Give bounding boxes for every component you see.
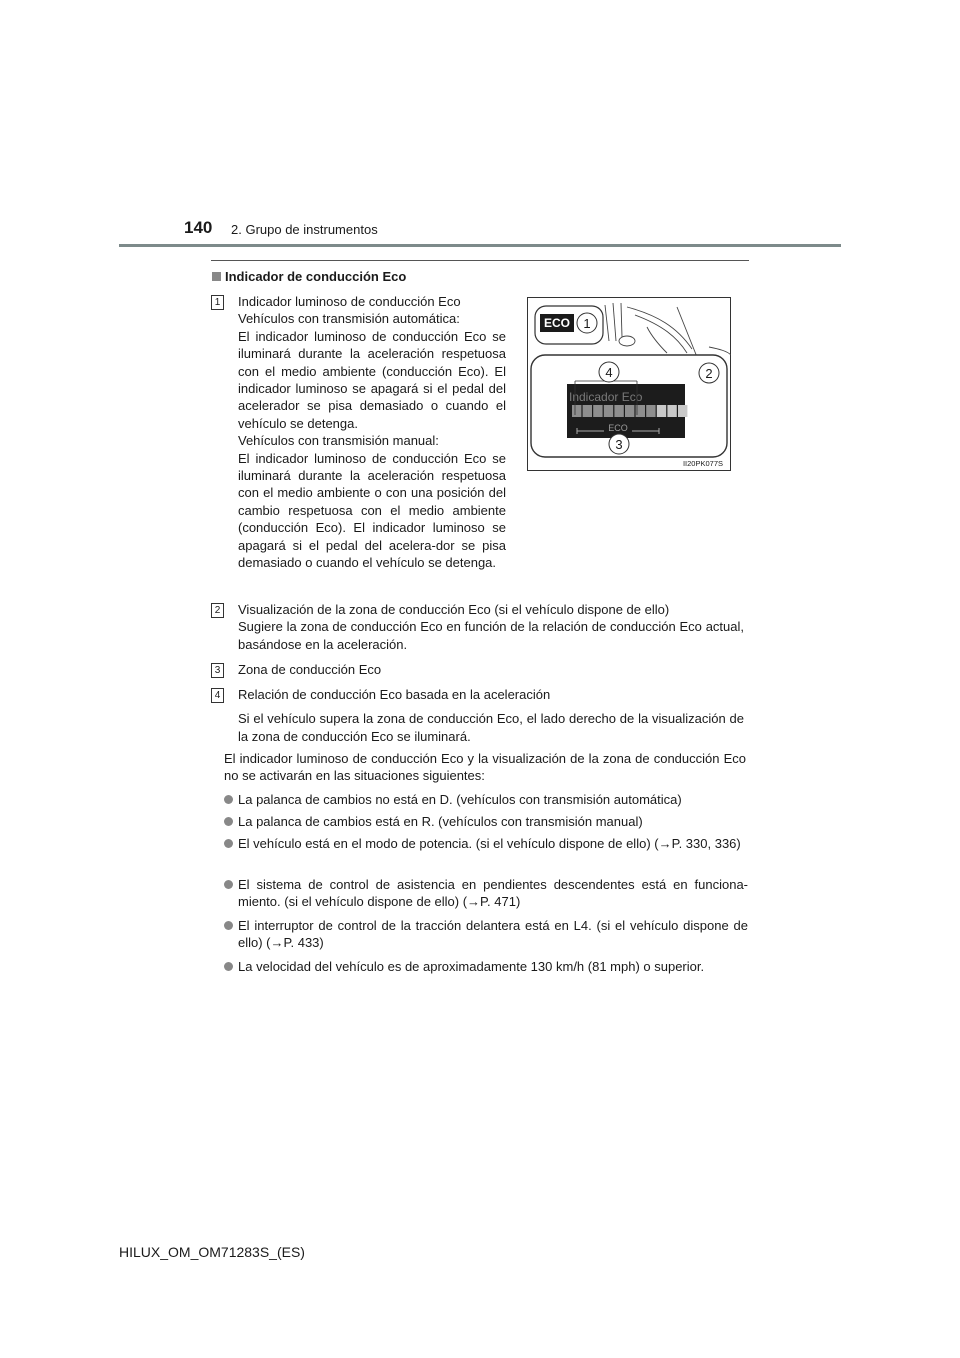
eco-segment xyxy=(667,405,676,417)
item-1-subtitle-manual: Vehículos con transmisión manual: xyxy=(238,433,439,449)
item-4-text xyxy=(238,686,744,745)
section-heading xyxy=(212,269,406,284)
bullet-text: La velocidad del vehículo es de aproximadamente 130 km/h (81 mph) o superior. xyxy=(238,959,705,974)
eco-segment xyxy=(583,405,592,417)
bullet-dot-icon xyxy=(224,962,233,971)
item-1-text xyxy=(238,293,506,572)
bullet-dot-icon xyxy=(224,817,233,826)
eco-segment xyxy=(678,405,687,417)
bullet-dot-icon xyxy=(224,880,233,889)
square-bullet-icon xyxy=(212,272,221,281)
illustration-code: II20PK077S xyxy=(682,459,723,468)
chapter-title: 2. Grupo de instrumentos xyxy=(231,222,378,237)
header-rule xyxy=(119,244,841,247)
display-title: Indicador Eco xyxy=(569,390,643,404)
item-3-text xyxy=(238,661,744,678)
item-2-desc: Sugiere la zona de conducción Eco en función de la relación de conducción Eco actual, basándose en la aceleración. xyxy=(238,619,744,652)
list-item xyxy=(224,958,748,975)
eco-indicator-illustration xyxy=(527,297,731,471)
eco-segment xyxy=(572,405,581,417)
item-2-title: Visualización de la zona de conducción Eco (si el vehículo dispone de ello) xyxy=(238,602,670,617)
item-number-badge: 1 xyxy=(211,295,224,310)
section-rule xyxy=(211,260,749,261)
bullet-text: La palanca de cambios está en R. (vehículos con transmisión manual) xyxy=(238,814,643,829)
eco-segment xyxy=(646,405,655,417)
callout-4-label: 4 xyxy=(605,365,613,380)
item-number-badge: 4 xyxy=(211,688,224,703)
eco-segment xyxy=(625,405,634,417)
eco-segment xyxy=(604,405,613,417)
item-1-desc-auto: El indicador luminoso de conducción Eco se iluminará durante la aceleración respetuosa con el medio ambiente (conducción Eco). El indicador luminoso se apagará si el pedal del acelerador se pisa demasiado o cuando el vehículo se detenga. xyxy=(238,328,506,431)
list-item xyxy=(224,917,748,952)
item-2-text xyxy=(238,601,744,653)
bullet-text: El vehículo está en el modo de potencia. (si el vehículo dispone de ello) (→P. 330, 336) xyxy=(238,836,741,851)
item-1-desc-manual: El indicador luminoso de conducción Eco se iluminará durante la aceleración respetuosa con el medio ambiente o con una posición del cambio respetuosa con el medio ambiente (conducción Eco). El indicador luminoso se apagará si el pedal del acelera-dor se pisa demasiado o cuando el vehículo se detenga. xyxy=(238,450,506,571)
bullet-text: La palanca de cambios no está en D. (vehículos con transmisión automática) xyxy=(238,792,682,807)
list-item xyxy=(224,876,748,911)
section-heading-text: Indicador de conducción Eco xyxy=(225,269,407,284)
list-item xyxy=(224,791,748,808)
bullet-dot-icon xyxy=(224,839,233,848)
bullet-text: El sistema de control de asistencia en pendientes descendentes está en funciona-miento. (si el vehículo dispone de ello) (→P. 471) xyxy=(238,877,748,910)
callout-1-label: 1 xyxy=(583,316,591,331)
item-1-subtitle-auto: Vehículos con transmisión automática: xyxy=(238,311,460,327)
eco-segment xyxy=(657,405,666,417)
callout-2-label: 2 xyxy=(705,366,713,381)
item-number-badge: 2 xyxy=(211,603,224,618)
item-3-title: Zona de conducción Eco xyxy=(238,662,382,677)
note-intro: El indicador luminoso de conducción Eco y la visualización de la zona de conducción Eco no se activarán en las situaciones siguientes: xyxy=(224,751,746,784)
item-1-title: Indicador luminoso de conducción Eco xyxy=(238,294,461,309)
page-number: 140 xyxy=(184,218,213,237)
eco-segment-bar xyxy=(572,405,687,417)
eco-zone-label: ECO xyxy=(608,423,628,433)
eco-badge-label: ECO xyxy=(543,316,571,330)
item-number-badge: 3 xyxy=(211,663,224,678)
item-4-title: Relación de conducción Eco basada en la aceleración xyxy=(238,687,551,702)
eco-segment xyxy=(614,405,623,417)
list-item xyxy=(224,813,748,830)
footer-code: HILUX_OM_OM71283S_(ES) xyxy=(119,1244,305,1260)
bullet-text: El interruptor de control de la tracción delantera está en L4. (si el vehículo dispone de ello) (→P. 433) xyxy=(238,918,748,951)
bullet-dot-icon xyxy=(224,795,233,804)
eco-segment xyxy=(593,405,602,417)
item-4-desc: Si el vehículo supera la zona de conducción Eco, el lado derecho de la visualización de la zona de conducción Eco se iluminará. xyxy=(238,711,744,744)
callout-3-label: 3 xyxy=(615,437,623,452)
list-item xyxy=(224,835,748,852)
bullet-dot-icon xyxy=(224,921,233,930)
